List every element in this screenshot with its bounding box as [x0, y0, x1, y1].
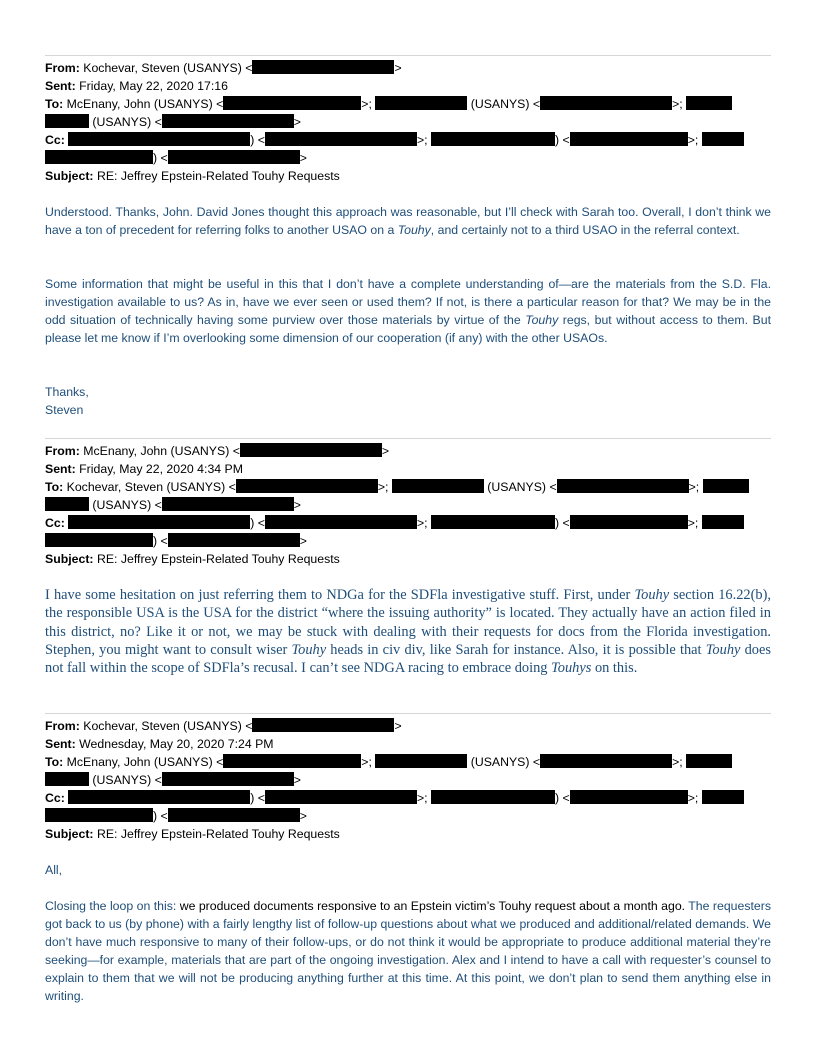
- sent-label: Sent:: [45, 737, 76, 751]
- redaction: [68, 515, 250, 529]
- redaction: [168, 808, 300, 822]
- to-recipient: (USANYS) <: [487, 480, 557, 494]
- cc-line-cont: [45, 149, 771, 167]
- cc-line: [45, 131, 771, 149]
- sent-value: Friday, May 22, 2020 4:34 PM: [79, 462, 243, 476]
- redaction: [162, 772, 294, 786]
- separator: >;: [672, 97, 683, 111]
- cc-line: [45, 514, 771, 532]
- to-recipient: (USANYS) <: [92, 498, 162, 512]
- text: heads in civ div, like Sarah for instance. Also, it is possible that: [326, 641, 706, 658]
- separator-rule: [45, 713, 771, 714]
- text: does not fall within the scope of SDFla’s recusal. I can’t see NDGA racing to embrace doing: [45, 641, 771, 677]
- text: on this.: [591, 660, 638, 677]
- redaction: [45, 150, 153, 164]
- redaction: [223, 754, 361, 768]
- separator: >;: [416, 133, 428, 147]
- separator: ) <: [250, 133, 265, 147]
- paragraph: [45, 203, 771, 239]
- subject-value: RE: Jeffrey Epstein-Related Touhy Requests: [96, 169, 340, 183]
- redaction: [375, 754, 467, 768]
- text: , and certainly not to a third USAO in the referral context.: [430, 223, 740, 237]
- redaction: [431, 515, 555, 529]
- redaction: [570, 132, 688, 146]
- separator-rule: [45, 55, 771, 56]
- email-body-3: [45, 897, 771, 1005]
- from-label: From:: [45, 61, 80, 75]
- to-label: To:: [45, 97, 64, 111]
- separator: >;: [688, 480, 700, 494]
- paragraph: [45, 275, 771, 347]
- to-value: McEnany, John (USANYS) <: [66, 97, 224, 111]
- redaction: [240, 443, 382, 457]
- text: section 16.22(b), the responsible USA is the USA for the district “where the issuing authority” is located. They actually have an action filed in this district, no? Like it or not, we may be stuck with dealing with their requests for docs from the Florida investigation. Stephen, you might want to consult wiser: [45, 587, 771, 658]
- text: regs, but without access to them. But please let me know if I’m overlooking some dimension of our cooperation (if any) with the other USAOs.: [45, 313, 771, 345]
- paragraph: [45, 897, 771, 1005]
- email-header-3: [45, 717, 771, 843]
- separator: >;: [361, 97, 372, 111]
- email-body-1: [45, 203, 771, 239]
- to-label: To:: [45, 755, 64, 769]
- separator: ) <: [554, 133, 570, 147]
- greeting: All,: [45, 863, 63, 877]
- to-recipient: (USANYS) <: [470, 97, 541, 111]
- redaction: [702, 790, 744, 804]
- subject-value: RE: Jeffrey Epstein-Related Touhy Requests: [96, 827, 340, 841]
- redaction: [540, 96, 672, 110]
- sent-line: [45, 735, 771, 753]
- redaction: [686, 754, 732, 768]
- bracket: >: [293, 773, 301, 787]
- text: The requesters got back to us (by phone) with a fairly lengthy list of follow-up questions about what we produced and additional/related demands. We don’t have much responsive to many of their follow-ups, or do not think it would be appropriate to produce additional material they’re seeking—for example, materials that are part of the ongoing investigation. Alex and I intend to have a call with requester’s counsel to explain to them that we will not be producing anything further at this time. At this point, we don’t plan to send them anything else in writing.: [45, 899, 771, 1003]
- separator: >;: [687, 133, 699, 147]
- bracket: >: [394, 61, 402, 75]
- redaction: [45, 114, 89, 128]
- email-body-1b: [45, 275, 771, 347]
- signature: Steven: [45, 403, 84, 417]
- to-line: [45, 753, 771, 771]
- separator-rule: [45, 438, 771, 439]
- bracket: >: [293, 498, 301, 512]
- from-value: Kochevar, Steven (USANYS) <: [83, 61, 253, 75]
- separator: >;: [361, 755, 372, 769]
- to-line: [45, 95, 771, 113]
- sent-line: [45, 77, 771, 95]
- bracket: >: [299, 151, 307, 165]
- cc-label: Cc:: [45, 133, 65, 147]
- from-line: [45, 717, 771, 735]
- separator: ) <: [250, 516, 265, 530]
- text-italic: Touhy: [634, 587, 670, 603]
- text-italic: Touhys: [551, 660, 592, 677]
- sent-line: [45, 460, 771, 478]
- redaction: [570, 790, 688, 804]
- email-body-2: [45, 586, 771, 677]
- redaction: [252, 60, 394, 74]
- separator: >;: [687, 516, 699, 530]
- redaction: [236, 479, 378, 493]
- to-recipient: (USANYS) <: [470, 755, 541, 769]
- redaction: [557, 479, 689, 493]
- cc-label: Cc:: [45, 791, 65, 805]
- from-line: [45, 442, 771, 460]
- text-italic: Touhy: [397, 223, 431, 237]
- redaction: [45, 772, 89, 786]
- redaction: [265, 515, 417, 529]
- signoff: Thanks,: [45, 385, 89, 399]
- text-italic: Touhy: [705, 641, 741, 658]
- redaction: [703, 479, 749, 493]
- cc-line: [45, 789, 771, 807]
- bracket: >: [381, 444, 390, 458]
- sent-value: Wednesday, May 20, 2020 7:24 PM: [79, 737, 274, 751]
- redaction: [265, 132, 417, 146]
- bracket: >: [293, 115, 301, 129]
- email-header-1: [45, 59, 771, 185]
- from-label: From:: [45, 444, 80, 458]
- separator: ) <: [554, 791, 570, 805]
- subject-label: Subject:: [45, 552, 94, 566]
- redaction: [223, 96, 361, 110]
- from-label: From:: [45, 719, 80, 733]
- redaction: [702, 132, 744, 146]
- to-line: [45, 478, 771, 496]
- redaction: [45, 533, 153, 547]
- separator: >;: [672, 755, 683, 769]
- redaction: [68, 132, 250, 146]
- subject-line: [45, 167, 771, 185]
- from-line: [45, 59, 771, 77]
- redaction: [431, 132, 555, 146]
- bracket: >: [394, 719, 402, 733]
- text-italic: Touhy: [525, 313, 559, 327]
- text-italic: Touhy: [291, 641, 327, 658]
- sent-value: Friday, May 22, 2020 17:16: [79, 79, 228, 93]
- sent-label: Sent:: [45, 462, 76, 476]
- to-label: To:: [45, 480, 64, 494]
- text: Some information that might be useful in this that I don’t have a complete understanding of—are the materials from the S.D. Fla. investigation available to us? As in, have we ever seen or used them? If not, is there a particular reason for that? We may be in the odd situation of technically having some purview over those materials by virtue of the: [45, 277, 771, 327]
- from-value: McEnany, John (USANYS) <: [83, 444, 240, 458]
- subject-value: RE: Jeffrey Epstein-Related Touhy Requests: [96, 552, 340, 566]
- redaction: [570, 515, 688, 529]
- subject-line: [45, 825, 771, 843]
- text: I have some hesitation on just referring them to NDGa for the SDFla investigative stuff. First, under: [45, 587, 635, 603]
- redaction: [540, 754, 672, 768]
- text: Understood. Thanks, John. David Jones thought this approach was reasonable, but I’ll check with Sarah too. Overall, I don’t think we have a ton of precedent for referring folks to another USAO on a: [45, 205, 771, 237]
- redaction: [702, 515, 744, 529]
- from-value: Kochevar, Steven (USANYS) <: [83, 719, 253, 733]
- separator: >;: [377, 480, 389, 494]
- separator: ) <: [153, 809, 168, 823]
- subject-label: Subject:: [45, 169, 94, 183]
- cc-label: Cc:: [45, 516, 65, 530]
- redaction: [162, 114, 294, 128]
- email-signoff-1: [45, 383, 771, 419]
- to-line-cont: [45, 771, 771, 789]
- redaction: [162, 497, 294, 511]
- redaction: [431, 790, 555, 804]
- separator: ) <: [250, 791, 265, 805]
- cc-line-cont: [45, 532, 771, 550]
- to-recipient: (USANYS) <: [92, 115, 162, 129]
- bracket: >: [299, 534, 307, 548]
- to-line-cont: [45, 113, 771, 131]
- bracket: >: [299, 809, 307, 823]
- to-value: McEnany, John (USANYS) <: [66, 755, 224, 769]
- redaction: [168, 533, 300, 547]
- redaction: [168, 150, 300, 164]
- text-black: we produced documents responsive to an Epstein victim’s Touhy request about a month ago.: [179, 899, 686, 913]
- cc-line-cont: [45, 807, 771, 825]
- redaction: [68, 790, 250, 804]
- to-value: Kochevar, Steven (USANYS) <: [66, 480, 236, 494]
- sent-label: Sent:: [45, 79, 76, 93]
- separator: ) <: [153, 534, 168, 548]
- redaction: [252, 718, 394, 732]
- separator: >;: [687, 791, 699, 805]
- paragraph: [45, 586, 771, 677]
- redaction: [686, 96, 732, 110]
- to-recipient: (USANYS) <: [92, 773, 162, 787]
- separator: ) <: [153, 151, 168, 165]
- email-header-2: [45, 442, 771, 568]
- to-line-cont: [45, 496, 771, 514]
- subject-label: Subject:: [45, 827, 94, 841]
- separator: >;: [416, 791, 428, 805]
- email-greeting-3: [45, 861, 771, 879]
- text: Closing the loop on this:: [45, 899, 180, 913]
- redaction: [392, 479, 484, 493]
- redaction: [375, 96, 467, 110]
- separator: ) <: [554, 516, 570, 530]
- redaction: [265, 790, 417, 804]
- redaction: [45, 808, 153, 822]
- subject-line: [45, 550, 771, 568]
- redaction: [45, 497, 89, 511]
- separator: >;: [416, 516, 428, 530]
